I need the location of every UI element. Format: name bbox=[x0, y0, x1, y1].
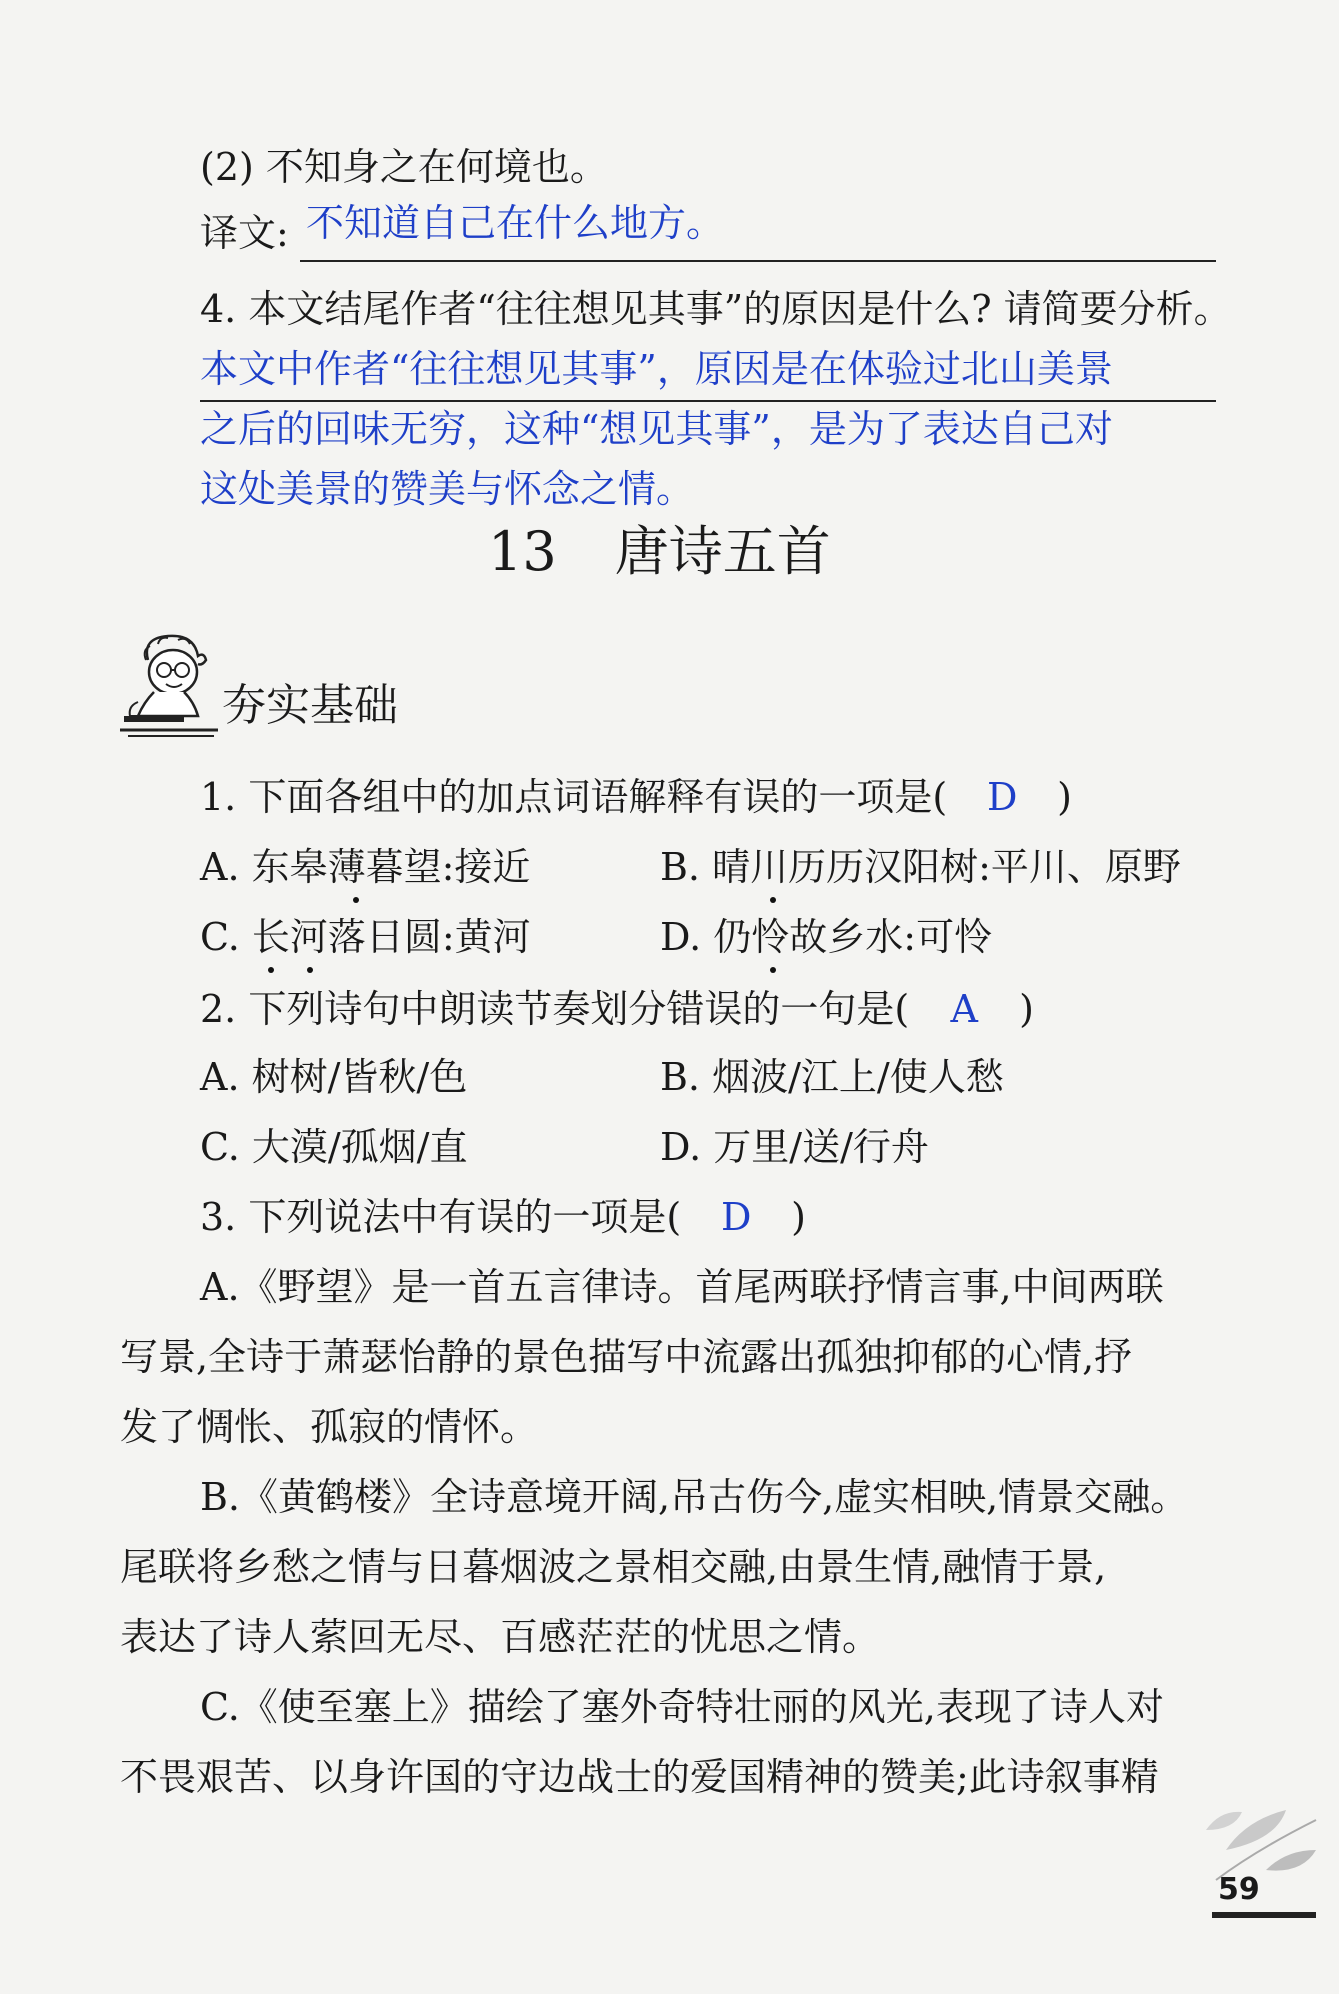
reading-student-icon bbox=[118, 630, 224, 740]
question-1-stem bbox=[200, 772, 1072, 822]
q2-option-a: A. 树树/皆秋/色 bbox=[200, 1055, 468, 1099]
lesson-name: 唐诗五首 bbox=[614, 520, 831, 583]
question-stem-text: 2. 下列诗句中朗读节奏划分错误的一句是( bbox=[200, 987, 910, 1031]
section-title: 夯实基础 bbox=[222, 680, 398, 731]
q2-option-b: B. 烟波/江上/使人愁 bbox=[660, 1055, 1004, 1099]
q2-option-d: D. 万里/送/行舟 bbox=[660, 1125, 929, 1169]
q3-option-b-line: 尾联将乡愁之情与日暮烟波之景相交融,由景生情,融情于景, bbox=[120, 1545, 1107, 1589]
sub-question-2: (2) 不知身之在何境也。 bbox=[200, 145, 608, 189]
q3-option-b-line: 表达了诗人萦回无尽、百感茫茫的忧思之情。 bbox=[120, 1615, 881, 1659]
q3-option-a-line: 发了惆怅、孤寂的情怀。 bbox=[120, 1405, 539, 1449]
q3-option-c-line: C.《使至塞上》描绘了塞外奇特壮丽的风光,表现了诗人对 bbox=[200, 1685, 1164, 1729]
page-number: 59 bbox=[1218, 1872, 1260, 1907]
question-4-answer-line: 本文中作者“往往想见其事”，原因是在体验过北山美景 bbox=[200, 347, 1113, 391]
bracket-close: ) bbox=[791, 1195, 806, 1239]
q1-option-b: B. 晴川历历汉阳树:平川、原野 bbox=[660, 845, 1181, 889]
q3-option-a-line: A.《野望》是一首五言律诗。首尾两联抒情言事,中间两联 bbox=[200, 1265, 1164, 1309]
question-4-answer-line: 之后的回味无穷，这种“想见其事”，是为了表达自己对 bbox=[200, 407, 1113, 451]
translation-answer: 不知道自己在什么地方。 bbox=[306, 201, 725, 245]
q2-option-c: C. 大漠/孤烟/直 bbox=[200, 1125, 468, 1169]
question-4-stem: 4. 本文结尾作者“往往想见其事”的原因是什么? 请简要分析。 bbox=[200, 287, 1232, 331]
leaf-decoration-icon bbox=[1196, 1790, 1326, 1890]
emphasis-dot bbox=[353, 897, 359, 903]
q3-option-b-line: B.《黄鹤楼》全诗意境开阔,吊古伤今,虚实相映,情景交融。 bbox=[200, 1475, 1189, 1519]
question-4-answer-line: 这处美景的赞美与怀念之情。 bbox=[200, 467, 695, 511]
question-2-stem bbox=[200, 984, 1034, 1034]
lesson-number: 13 bbox=[488, 520, 557, 583]
bracket-close: ) bbox=[1019, 987, 1034, 1031]
page-number-bar bbox=[1212, 1912, 1316, 1918]
q1-option-c: C. 长河落日圆:黄河 bbox=[200, 915, 531, 959]
lesson-title bbox=[488, 520, 831, 584]
emphasis-dot bbox=[268, 967, 274, 973]
question-1-answer: D bbox=[986, 775, 1018, 819]
question-3-answer: D bbox=[720, 1195, 752, 1239]
question-stem-text: 1. 下面各组中的加点词语解释有误的一项是( bbox=[200, 775, 948, 819]
translation-underline bbox=[300, 260, 1216, 262]
emphasis-dot bbox=[307, 967, 313, 973]
emphasis-dot bbox=[770, 897, 776, 903]
question-2-answer: A bbox=[950, 987, 978, 1031]
q3-option-c-line: 不畏艰苦、以身许国的守边战士的爱国精神的赞美;此诗叙事精 bbox=[120, 1755, 1159, 1799]
question-3-stem bbox=[200, 1192, 806, 1242]
q1-option-d: D. 仍怜故乡水:可怜 bbox=[660, 915, 993, 959]
q3-option-a-line: 写景,全诗于萧瑟怡静的景色描写中流露出孤独抑郁的心情,抒 bbox=[120, 1335, 1133, 1379]
answer-underline bbox=[200, 400, 1216, 402]
translation-label: 译文: bbox=[200, 211, 289, 255]
emphasis-dot bbox=[770, 967, 776, 973]
q1-option-a: A. 东皋薄暮望:接近 bbox=[200, 845, 531, 889]
bracket-close: ) bbox=[1057, 775, 1072, 819]
question-stem-text: 3. 下列说法中有误的一项是( bbox=[200, 1195, 682, 1239]
